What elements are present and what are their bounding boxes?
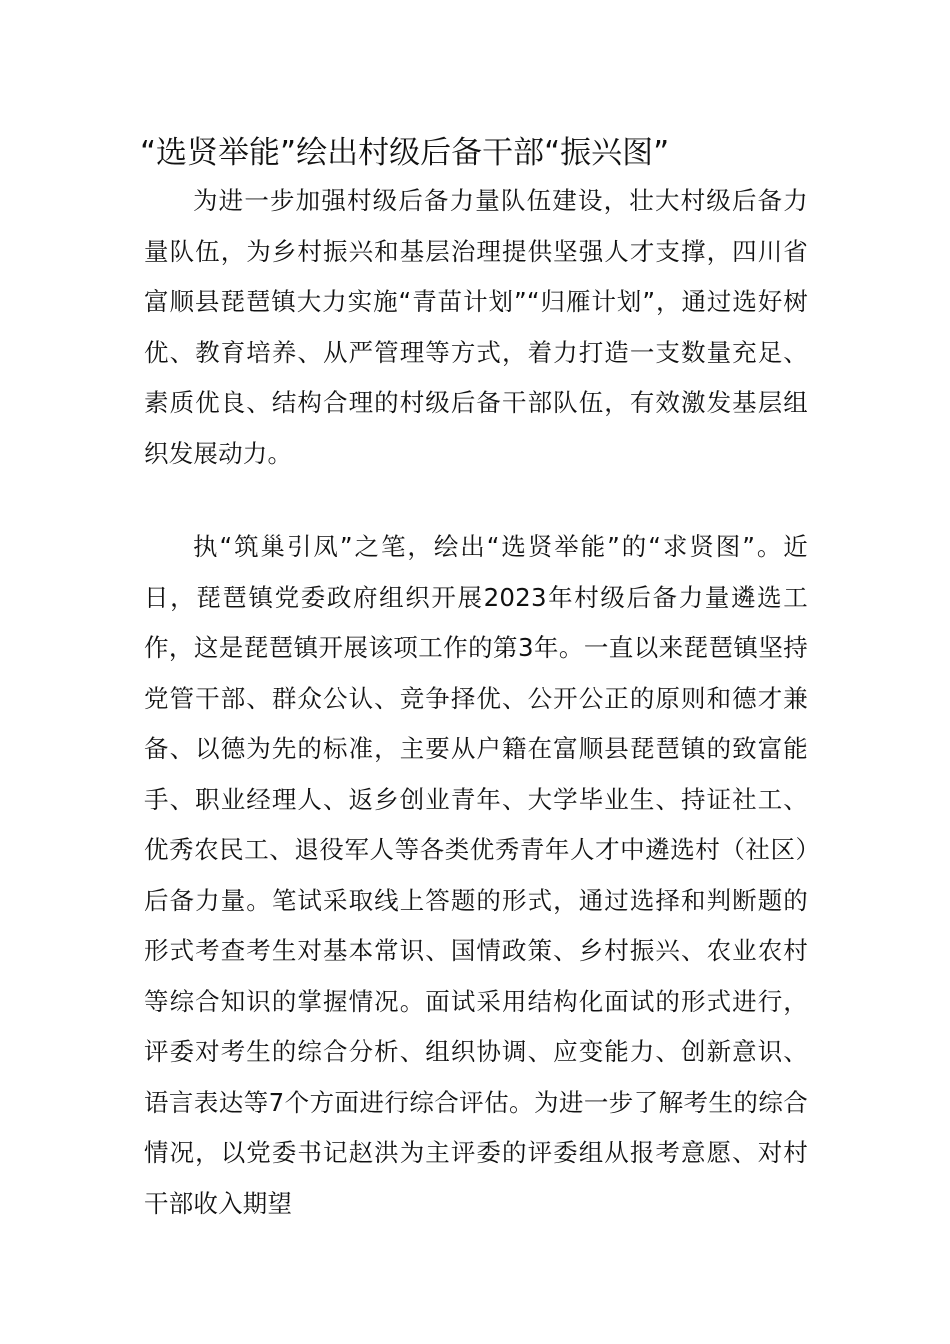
document-title: “选贤举能”绘出村级后备干部“振兴图” (140, 135, 670, 171)
paragraph-selection: 执“筑巢引凤”之笔，绘出“选贤举能”的“求贤图”。近日，琵琶镇党委政府组织开展2023年村级后备力量遴选工作，这是琵琶镇开展该项工作的第3年。一直以来琵琶镇坚持党管干部、群众公认、竞争择优、公开公正的原则和德才兼备、以德为先的标准，主要从户籍在富顺县琵琶镇的致富能手、职业经理人、返乡创业青年、大学毕业生、持证社工、优秀农民工、退役军人等各类优秀青年人才中遴选村（社区）后备力量。笔试采取线上答题的形式，通过选择和判断题的形式考查考生对基本常识、国情政策、乡村振兴、农业农村等综合知识的掌握情况。面试采用结构化面试的形式进行，评委对考生的综合分析、组织协调、应变能力、创新意识、语言表达等7个方面进行综合评估。为进一步了解考生的综合情况，以党委书记赵洪为主评委的评委组从报考意愿、对村干部收入期望 (144, 532, 808, 1218)
paragraph-intro: 为进一步加强村级后备力量队伍建设，壮大村级后备力量队伍，为乡村振兴和基层治理提供坚强人才支撑，四川省富顺县琵琶镇大力实施“青苗计划”“归雁计划”，通过选好树优、教育培养、从严管理等方式，着力打造一支数量充足、素质优良、结构合理的村级后备干部队伍，有效激发基层组织发展动力。 (144, 186, 808, 468)
